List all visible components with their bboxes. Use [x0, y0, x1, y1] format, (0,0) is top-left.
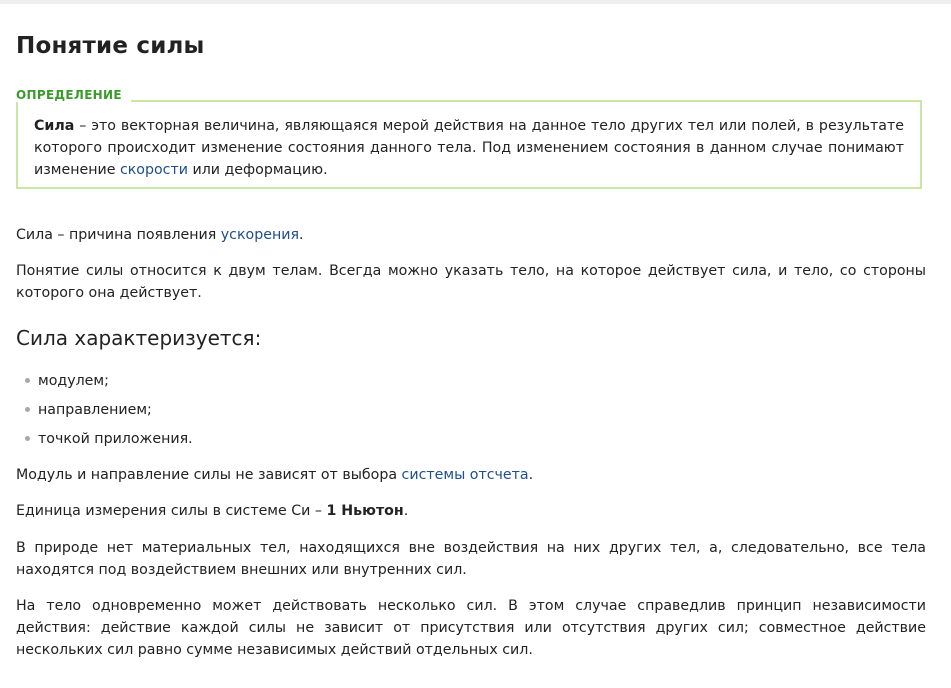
list-item-text: направлением; — [38, 402, 152, 418]
top-bar — [0, 0, 951, 4]
paragraph-unit-end: . — [403, 503, 409, 519]
characteristics-heading: Сила характеризуется: — [16, 326, 262, 350]
definition-term: Сила — [34, 118, 75, 134]
paragraph-independence: На тело одновременно может действовать несколько сил. В этом случае справедлив принцип независимости действия: действие каждой силы не зависит от присутствия или отсутствия других сил; совместное действие нескольких сил равно сумме независимых действий отдельных сил. — [16, 598, 926, 658]
paragraph-cause-end: . — [299, 227, 304, 243]
paragraph-reference-frame-end: . — [528, 467, 534, 483]
bullet-icon — [25, 407, 30, 412]
characteristics-list — [16, 370, 193, 457]
paragraph-unit-text: Единица измерения силы в системе Си – — [16, 503, 327, 519]
paragraph-nature: В природе нет материальных тел, находящихся вне воздействия на них других тел, а, следовательно, все тела находятся под воздействием внешних или внутренних сил. — [16, 540, 926, 578]
list-item — [16, 370, 193, 399]
unit-newton: 1 Ньютон — [326, 503, 404, 519]
definition-text — [34, 115, 904, 181]
list-item — [16, 428, 193, 457]
bullet-icon — [25, 378, 30, 383]
definition-box — [16, 100, 922, 189]
bullet-icon — [25, 436, 30, 441]
list-item-text: точкой приложения. — [38, 431, 193, 447]
page-title: Понятие силы — [16, 33, 205, 59]
link-acceleration[interactable]: ускорения — [220, 227, 299, 243]
definition-text-part1: – это векторная величина, являющаяся мерой действия на данное тело других тел или полей, в результате которого происходит изменение состояния данного тела. Под изменением состояния в данном случае понимают изменение — [34, 118, 904, 178]
paragraph-unit — [16, 500, 926, 522]
link-reference-frame[interactable]: системы отсчета — [401, 467, 529, 483]
definition-text-part2: или деформацию. — [187, 162, 328, 178]
list-item — [16, 399, 193, 428]
list-item-text: модулем; — [38, 373, 109, 389]
paragraph-reference-frame — [16, 464, 926, 486]
paragraph-cause-text: Сила – причина появления — [16, 227, 221, 243]
paragraph-cause — [16, 224, 926, 246]
definition-label: ОПРЕДЕЛЕНИЕ — [16, 88, 131, 102]
paragraph-two-bodies: Понятие силы относится к двум телам. Всегда можно указать тело, на которое действует сила, и тело, со стороны которого она действует. — [16, 263, 926, 301]
paragraph-reference-frame-text: Модуль и направление силы не зависят от выбора — [16, 467, 402, 483]
link-velocity[interactable]: скорости — [119, 162, 188, 178]
